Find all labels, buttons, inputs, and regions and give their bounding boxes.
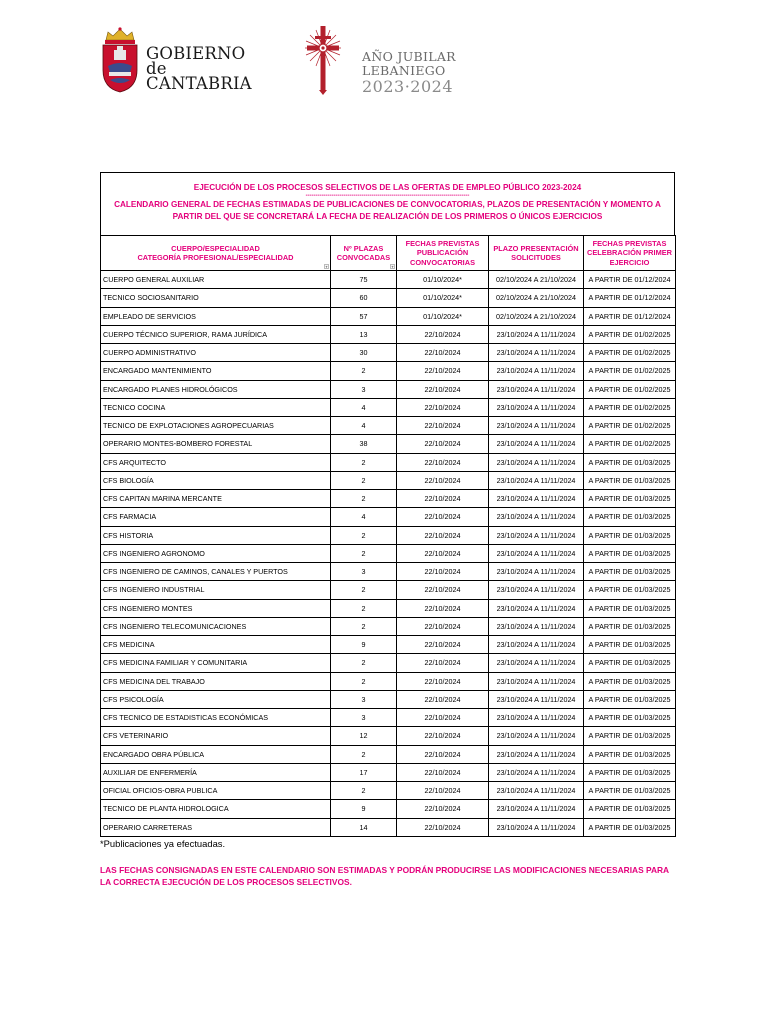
cell-cuerpo: CFS INGENIERO TELECOMUNICACIONES [101, 617, 331, 635]
page-header [100, 26, 460, 98]
cell-plazas: 2 [331, 544, 397, 562]
cell-primer-ejercicio: A PARTIR DE 01/02/2025 [584, 325, 676, 343]
cell-primer-ejercicio: A PARTIR DE 01/12/2024 [584, 307, 676, 325]
cell-cuerpo: OFICIAL OFICIOS-OBRA PUBLICA [101, 782, 331, 800]
header-plazo-presentacion [489, 236, 584, 271]
header-fechas-primer-ejercicio [584, 236, 676, 271]
cell-fecha-publicacion: 01/10/2024* [397, 289, 489, 307]
cell-plazo-solicitudes: 23/10/2024 A 11/11/2024 [489, 544, 584, 562]
cell-plazo-solicitudes: 23/10/2024 A 11/11/2024 [489, 782, 584, 800]
jubilar-cross-icon [302, 24, 344, 96]
cell-plazas: 9 [331, 636, 397, 654]
cell-cuerpo: CFS INGENIERO MONTES [101, 599, 331, 617]
cell-plazas: 3 [331, 690, 397, 708]
cell-plazo-solicitudes: 23/10/2024 A 11/11/2024 [489, 745, 584, 763]
table-row [101, 417, 676, 435]
cell-primer-ejercicio: A PARTIR DE 01/03/2025 [584, 581, 676, 599]
table-row [101, 745, 676, 763]
cell-fecha-publicacion: 22/10/2024 [397, 398, 489, 416]
cell-fecha-publicacion: 01/10/2024* [397, 307, 489, 325]
jubilar-years: 2023·2024 [362, 77, 454, 96]
gobierno-word: GOBIERNO [146, 44, 246, 63]
document-title: EJECUCIÓN DE LOS PROCESOS SELECTIVOS DE LAS OFERTAS DE EMPLEO PÚBLICO 2023-2024 [193, 183, 582, 192]
cell-plazas: 14 [331, 818, 397, 836]
cell-fecha-publicacion: 22/10/2024 [397, 325, 489, 343]
cell-plazo-solicitudes: 23/10/2024 A 11/11/2024 [489, 344, 584, 362]
cell-plazas: 3 [331, 380, 397, 398]
table-row [101, 599, 676, 617]
header-plazas-convocadas [331, 236, 397, 271]
cell-plazas: 9 [331, 800, 397, 818]
cell-primer-ejercicio: A PARTIR DE 01/03/2025 [584, 636, 676, 654]
cell-plazo-solicitudes: 23/10/2024 A 11/11/2024 [489, 563, 584, 581]
cell-fecha-publicacion: 22/10/2024 [397, 636, 489, 654]
cell-fecha-publicacion: 22/10/2024 [397, 727, 489, 745]
cell-cuerpo: CFS VETERINARIO [101, 727, 331, 745]
table-row [101, 325, 676, 343]
cell-fecha-publicacion: 22/10/2024 [397, 453, 489, 471]
cell-fecha-publicacion: 22/10/2024 [397, 654, 489, 672]
cell-plazo-solicitudes: 23/10/2024 A 11/11/2024 [489, 526, 584, 544]
cell-cuerpo: ENCARGADO PLANES HIDROLÓGICOS [101, 380, 331, 398]
cell-primer-ejercicio: A PARTIR DE 01/02/2025 [584, 380, 676, 398]
cell-plazo-solicitudes: 23/10/2024 A 11/11/2024 [489, 508, 584, 526]
cell-plazas: 2 [331, 490, 397, 508]
cell-cuerpo: CFS CAPITAN MARINA MERCANTE [101, 490, 331, 508]
cell-plazo-solicitudes: 02/10/2024 A 21/10/2024 [489, 289, 584, 307]
table-row [101, 526, 676, 544]
table-row [101, 271, 676, 289]
cell-primer-ejercicio: A PARTIR DE 01/03/2025 [584, 617, 676, 635]
cell-fecha-publicacion: 22/10/2024 [397, 471, 489, 489]
table-row [101, 709, 676, 727]
cell-plazas: 4 [331, 508, 397, 526]
cell-plazas: 3 [331, 709, 397, 727]
cell-primer-ejercicio: A PARTIR DE 01/03/2025 [584, 453, 676, 471]
cell-cuerpo: OPERARIO CARRETERAS [101, 818, 331, 836]
cell-plazo-solicitudes: 02/10/2024 A 21/10/2024 [489, 307, 584, 325]
cell-plazas: 12 [331, 727, 397, 745]
cell-cuerpo: CUERPO TÉCNICO SUPERIOR, RAMA JURÍDICA [101, 325, 331, 343]
table-row [101, 471, 676, 489]
cell-primer-ejercicio: A PARTIR DE 01/02/2025 [584, 362, 676, 380]
table-row [101, 380, 676, 398]
cell-plazas: 2 [331, 526, 397, 544]
cell-plazo-solicitudes: 23/10/2024 A 11/11/2024 [489, 380, 584, 398]
cell-cuerpo: CFS BIOLOGÍA [101, 471, 331, 489]
table-row [101, 727, 676, 745]
table-row [101, 362, 676, 380]
cell-plazas: 30 [331, 344, 397, 362]
table-row [101, 289, 676, 307]
cell-plazas: 3 [331, 563, 397, 581]
cell-plazas: 2 [331, 782, 397, 800]
cell-fecha-publicacion: 22/10/2024 [397, 544, 489, 562]
cantabria-coat-of-arms-icon [100, 26, 140, 94]
cell-plazo-solicitudes: 23/10/2024 A 11/11/2024 [489, 763, 584, 781]
table-row [101, 672, 676, 690]
cell-fecha-publicacion: 22/10/2024 [397, 417, 489, 435]
cell-plazas: 2 [331, 453, 397, 471]
table-row [101, 453, 676, 471]
lebaniego-word: LEBANIEGO [362, 63, 446, 78]
cell-primer-ejercicio: A PARTIR DE 01/03/2025 [584, 782, 676, 800]
cell-fecha-publicacion: 22/10/2024 [397, 709, 489, 727]
table-row [101, 636, 676, 654]
table-row [101, 800, 676, 818]
cell-fecha-publicacion: 22/10/2024 [397, 690, 489, 708]
cell-cuerpo: CFS FARMACIA [101, 508, 331, 526]
cell-plazas: 2 [331, 581, 397, 599]
cell-cuerpo: TECNICO SOCIOSANITARIO [101, 289, 331, 307]
cell-fecha-publicacion: 22/10/2024 [397, 581, 489, 599]
cantabria-word: CANTABRIA [146, 74, 252, 93]
cell-plazo-solicitudes: 23/10/2024 A 11/11/2024 [489, 325, 584, 343]
cell-plazo-solicitudes: 23/10/2024 A 11/11/2024 [489, 362, 584, 380]
cell-plazas: 57 [331, 307, 397, 325]
cell-plazo-solicitudes: 23/10/2024 A 11/11/2024 [489, 690, 584, 708]
cell-cuerpo: OPERARIO MONTES-BOMBERO FORESTAL [101, 435, 331, 453]
cell-fecha-publicacion: 22/10/2024 [397, 563, 489, 581]
cell-primer-ejercicio: A PARTIR DE 01/03/2025 [584, 818, 676, 836]
ano-jubilar-logo-text [362, 50, 456, 96]
cell-plazas: 60 [331, 289, 397, 307]
cell-cuerpo: CUERPO GENERAL AUXILIAR [101, 271, 331, 289]
table-body [101, 271, 676, 837]
cell-fecha-publicacion: 22/10/2024 [397, 782, 489, 800]
cell-fecha-publicacion: 22/10/2024 [397, 526, 489, 544]
cell-plazo-solicitudes: 23/10/2024 A 11/11/2024 [489, 453, 584, 471]
cell-plazas: 2 [331, 362, 397, 380]
cell-plazo-solicitudes: 23/10/2024 A 11/11/2024 [489, 636, 584, 654]
table-row [101, 654, 676, 672]
cell-fecha-publicacion: 22/10/2024 [397, 818, 489, 836]
cell-plazas: 38 [331, 435, 397, 453]
cell-primer-ejercicio: A PARTIR DE 01/02/2025 [584, 435, 676, 453]
cell-fecha-publicacion: 22/10/2024 [397, 617, 489, 635]
cell-cuerpo: CFS ARQUITECTO [101, 453, 331, 471]
cell-plazas: 17 [331, 763, 397, 781]
cell-cuerpo: TECNICO DE PLANTA HIDROLOGICA [101, 800, 331, 818]
cell-cuerpo: CFS INGENIERO AGRONOMO [101, 544, 331, 562]
header-label: FECHAS PREVISTAS PUBLICACIÓN CONVOCATORIAS [405, 238, 480, 267]
header-label: FECHAS PREVISTAS CELEBRACIÓN PRIMER EJERCICIO [587, 238, 672, 267]
cell-plazas: 75 [331, 271, 397, 289]
cell-fecha-publicacion: 22/10/2024 [397, 435, 489, 453]
cell-fecha-publicacion: 22/10/2024 [397, 745, 489, 763]
filter-dropdown-icon[interactable]: ▾ [391, 264, 394, 269]
header-cuerpo-especialidad [101, 236, 331, 271]
cell-plazo-solicitudes: 23/10/2024 A 11/11/2024 [489, 599, 584, 617]
cell-plazo-solicitudes: 23/10/2024 A 11/11/2024 [489, 471, 584, 489]
cell-cuerpo: CFS TECNICO DE ESTADISTICAS ECONÓMICAS [101, 709, 331, 727]
gobierno-de-cantabria-logo-text [146, 46, 252, 91]
cell-primer-ejercicio: A PARTIR DE 01/03/2025 [584, 544, 676, 562]
table-row [101, 617, 676, 635]
cell-primer-ejercicio: A PARTIR DE 01/03/2025 [584, 526, 676, 544]
table-row [101, 763, 676, 781]
cell-primer-ejercicio: A PARTIR DE 01/03/2025 [584, 709, 676, 727]
cell-cuerpo: CFS MEDICINA DEL TRABAJO [101, 672, 331, 690]
table-row [101, 581, 676, 599]
cell-primer-ejercicio: A PARTIR DE 01/02/2025 [584, 344, 676, 362]
table-row [101, 544, 676, 562]
cell-primer-ejercicio: A PARTIR DE 01/03/2025 [584, 727, 676, 745]
table-row [101, 563, 676, 581]
cell-primer-ejercicio: A PARTIR DE 01/03/2025 [584, 690, 676, 708]
cell-fecha-publicacion: 22/10/2024 [397, 490, 489, 508]
cell-plazo-solicitudes: 23/10/2024 A 11/11/2024 [489, 709, 584, 727]
table-row [101, 398, 676, 416]
cell-cuerpo: CUERPO ADMINISTRATIVO [101, 344, 331, 362]
table-row [101, 690, 676, 708]
cell-cuerpo: EMPLEADO DE SERVICIOS [101, 307, 331, 325]
cell-cuerpo: CFS INGENIERO DE CAMINOS, CANALES Y PUERTOS [101, 563, 331, 581]
disclaimer-text: LAS FECHAS CONSIGNADAS EN ESTE CALENDARIO SON ESTIMADAS Y PODRÁN PRODUCIRSE LAS MODIFICACIONES NECESARIAS PARA LA CORRECTA EJECUCIÓN DE LOS PROCESOS SELECTIVOS. [100, 865, 669, 887]
cell-primer-ejercicio: A PARTIR DE 01/03/2025 [584, 654, 676, 672]
header-label: CUERPO/ESPECIALIDAD CATEGORÍA PROFESIONAL/ESPECIALIDAD [137, 243, 294, 262]
cell-primer-ejercicio: A PARTIR DE 01/12/2024 [584, 289, 676, 307]
cell-plazo-solicitudes: 23/10/2024 A 11/11/2024 [489, 617, 584, 635]
table-row [101, 508, 676, 526]
header-label: PLAZO PRESENTACIÓN SOLICITUDES [493, 243, 579, 262]
table-row [101, 435, 676, 453]
cell-primer-ejercicio: A PARTIR DE 01/02/2025 [584, 417, 676, 435]
cell-plazas: 2 [331, 745, 397, 763]
cell-primer-ejercicio: A PARTIR DE 01/03/2025 [584, 800, 676, 818]
cell-primer-ejercicio: A PARTIR DE 01/03/2025 [584, 763, 676, 781]
table-row [101, 818, 676, 836]
document-subtitle: CALENDARIO GENERAL DE FECHAS ESTIMADAS DE PUBLICACIONES DE CONVOCATORIAS, PLAZOS DE PRESENTACIÓN Y MOMENTO A PARTIR DEL QUE SE CONCRETARÁ LA FECHA DE REALIZACIÓN DE LOS PRIMEROS O ÚNICOS EJERCICIOS [114, 200, 661, 221]
cell-cuerpo: ENCARGADO MANTENIMIENTO [101, 362, 331, 380]
cell-cuerpo: CFS HISTORIA [101, 526, 331, 544]
cell-plazo-solicitudes: 23/10/2024 A 11/11/2024 [489, 654, 584, 672]
cell-primer-ejercicio: A PARTIR DE 01/03/2025 [584, 599, 676, 617]
document-title-box [100, 172, 675, 235]
cell-cuerpo: CFS PSICOLOGÍA [101, 690, 331, 708]
cell-fecha-publicacion: 22/10/2024 [397, 800, 489, 818]
cell-primer-ejercicio: A PARTIR DE 01/02/2025 [584, 398, 676, 416]
cell-cuerpo: AUXILIAR DE ENFERMERÍA [101, 763, 331, 781]
cell-plazas: 4 [331, 417, 397, 435]
cell-plazas: 13 [331, 325, 397, 343]
cell-primer-ejercicio: A PARTIR DE 01/03/2025 [584, 672, 676, 690]
cell-fecha-publicacion: 22/10/2024 [397, 380, 489, 398]
cell-primer-ejercicio: A PARTIR DE 01/03/2025 [584, 490, 676, 508]
cell-primer-ejercicio: A PARTIR DE 01/12/2024 [584, 271, 676, 289]
cell-plazo-solicitudes: 23/10/2024 A 11/11/2024 [489, 435, 584, 453]
ano-jubilar-word: AÑO JUBILAR [362, 49, 456, 64]
cell-plazas: 2 [331, 471, 397, 489]
cell-plazas: 2 [331, 599, 397, 617]
cell-cuerpo: CFS MEDICINA FAMILIAR Y COMUNITARIA [101, 654, 331, 672]
header-fechas-publicacion [397, 236, 489, 271]
cell-primer-ejercicio: A PARTIR DE 01/03/2025 [584, 471, 676, 489]
cell-plazo-solicitudes: 23/10/2024 A 11/11/2024 [489, 800, 584, 818]
footnote-published: *Publicaciones ya efectuadas. [100, 838, 226, 849]
cell-cuerpo: CFS MEDICINA [101, 636, 331, 654]
table-row [101, 782, 676, 800]
table-row [101, 307, 676, 325]
cell-primer-ejercicio: A PARTIR DE 01/03/2025 [584, 508, 676, 526]
table-header-row [101, 236, 676, 271]
cell-cuerpo: TECNICO COCINA [101, 398, 331, 416]
table-row [101, 490, 676, 508]
cell-cuerpo: ENCARGADO OBRA PÚBLICA [101, 745, 331, 763]
cell-plazo-solicitudes: 23/10/2024 A 11/11/2024 [489, 581, 584, 599]
cell-fecha-publicacion: 22/10/2024 [397, 344, 489, 362]
selection-process-table [100, 235, 676, 837]
cell-plazo-solicitudes: 23/10/2024 A 11/11/2024 [489, 818, 584, 836]
cell-cuerpo: TECNICO DE EXPLOTACIONES AGROPECUARIAS [101, 417, 331, 435]
cell-plazo-solicitudes: 23/10/2024 A 11/11/2024 [489, 417, 584, 435]
filter-dropdown-icon[interactable]: ▾ [325, 264, 328, 269]
cell-cuerpo: CFS INGENIERO INDUSTRIAL [101, 581, 331, 599]
cell-primer-ejercicio: A PARTIR DE 01/03/2025 [584, 563, 676, 581]
cell-plazo-solicitudes: 23/10/2024 A 11/11/2024 [489, 398, 584, 416]
cell-fecha-publicacion: 22/10/2024 [397, 672, 489, 690]
cell-fecha-publicacion: 22/10/2024 [397, 362, 489, 380]
cell-primer-ejercicio: A PARTIR DE 01/03/2025 [584, 745, 676, 763]
calendar-document [100, 172, 675, 837]
cell-fecha-publicacion: 01/10/2024* [397, 271, 489, 289]
cell-fecha-publicacion: 22/10/2024 [397, 508, 489, 526]
cell-plazas: 2 [331, 654, 397, 672]
cell-plazo-solicitudes: 02/10/2024 A 21/10/2024 [489, 271, 584, 289]
cell-plazo-solicitudes: 23/10/2024 A 11/11/2024 [489, 490, 584, 508]
cell-fecha-publicacion: 22/10/2024 [397, 763, 489, 781]
header-label: Nº PLAZAS CONVOCADAS [336, 243, 391, 262]
cell-fecha-publicacion: 22/10/2024 [397, 599, 489, 617]
cell-plazo-solicitudes: 23/10/2024 A 11/11/2024 [489, 672, 584, 690]
cell-plazas: 2 [331, 617, 397, 635]
table-row [101, 344, 676, 362]
cell-plazo-solicitudes: 23/10/2024 A 11/11/2024 [489, 727, 584, 745]
title-separator: ---------------------------------------------------------------------------------- [305, 193, 470, 199]
de-word: de [146, 59, 167, 78]
cell-plazas: 2 [331, 672, 397, 690]
cell-plazas: 4 [331, 398, 397, 416]
